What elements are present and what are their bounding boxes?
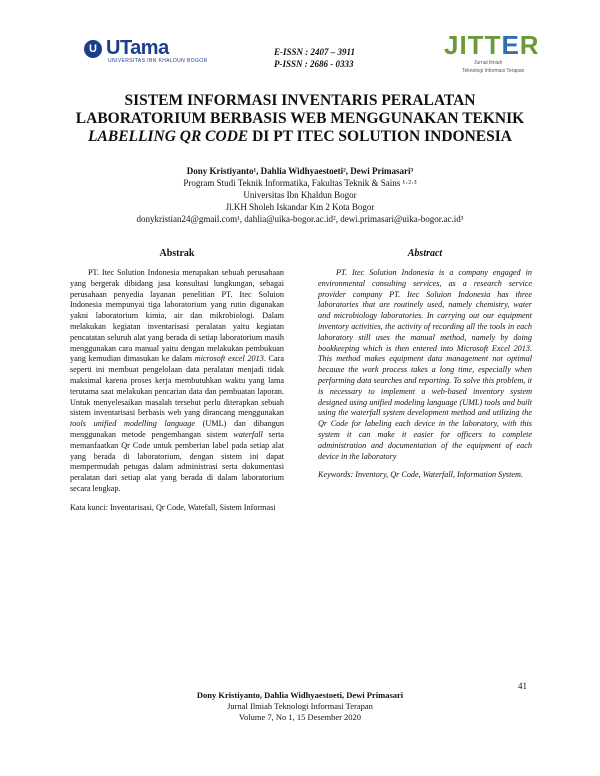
page-header bbox=[0, 0, 600, 84]
paper-title bbox=[60, 92, 540, 146]
p-issn: P-ISSN : 2686 - 0333 bbox=[274, 59, 354, 69]
abstrak-body-b: . Cara seperti ini membuat pengelolaan data peralatan menjadi tidak maksimal karena proses kerja membutuhkan waktu yang lama terutama saat melakukan pencarian data dan pembuatan laporan. Untuk menyelesaikan masalah tersebut perlu diterapkan sebuah sistem inventarisasi berbasis web yang dirancang menggunakan bbox=[70, 354, 284, 418]
page-number: 41 bbox=[518, 681, 527, 691]
utama-logo bbox=[84, 37, 208, 66]
footer-authors: Dony Kristiyanto, Dahlia Widhyaestoeti, Dewi Primasari bbox=[196, 690, 404, 700]
jitter-logo-tagline-1: Jurnal Ilmiah bbox=[474, 60, 503, 66]
jitter-logo-word-c: R bbox=[519, 30, 540, 60]
utama-logo-word: UTama bbox=[106, 37, 169, 59]
jitter-logo bbox=[444, 30, 544, 78]
abstrak-body-c: (UML) dan dibangun menggunakan metode pengembangan sistem bbox=[70, 419, 284, 439]
abstract-column bbox=[318, 248, 532, 481]
abstrak-body-a: PT. Itec Solution Indonesia merupakan sebuah perusahaan yang bergerak dibidang jasa konsultasi lungkungan, sebagai perusahaan penyedia layanan penelitian PT. Itec Soluion Indonesia mempunyai tiga laboratorium yang rutin digunakan yakni laboratorium kimia, air dan mikrobiologi. Dalam melakukan kegiatan inventarisasi peralatan yaitu kegiatan pencatatan seluruh alat yang berada di setiap laboratorium masih menggunakan cara manual yaitu dengan melakukan pembukuan yang kemudian dimasukan ke dalam bbox=[70, 268, 284, 364]
page-footer bbox=[60, 690, 540, 723]
jitter-logo-word-a: JITT bbox=[444, 30, 502, 60]
utama-logo-subtitle: UNIVERSITAS IBN KHALDUN BOGOR bbox=[108, 58, 208, 64]
author-names: Dony Kristiyanto¹, Dahlia Widhyaestoeti², Dewi Primasari³ bbox=[186, 166, 414, 176]
jitter-logo-tagline-2: Teknologi Informasi Terapan bbox=[462, 68, 525, 74]
title-line-3-rest: DI PT ITEC SOLUTION INDONESIA bbox=[248, 128, 512, 145]
abstrak-em-1: microsoft excel 2013 bbox=[194, 354, 264, 364]
e-issn: E-ISSN : 2407 – 3911 bbox=[274, 47, 356, 57]
title-line-3 bbox=[60, 128, 540, 146]
title-line-2: LABORATORIUM BERBASIS WEB MENGGUNAKAN TEKNIK bbox=[75, 110, 525, 127]
abstrak-keywords: Kata kunci: Inventarisasi, Qr Code, Watefall, Sistem Informasi bbox=[70, 502, 276, 512]
utama-logo-icon: U bbox=[84, 40, 102, 58]
title-line-3-italic: LABELLING QR CODE bbox=[88, 128, 249, 145]
jitter-logo-word-b: E bbox=[501, 30, 520, 60]
author-block bbox=[60, 165, 540, 225]
abstract-heading: Abstract bbox=[407, 248, 443, 259]
footer-volume: Volume 7, No 1, 15 Desember 2020 bbox=[238, 712, 362, 722]
abstrak-heading: Abstrak bbox=[159, 248, 195, 259]
affiliation-address: Jl.KH Sholeh Iskandar Km 2 Kota Bogor bbox=[225, 202, 375, 212]
jitter-logo-word bbox=[444, 30, 540, 61]
abstract-body: PT. Itec Solution Indonesia is a company engaged in environmental consulting services, as a research service provider company PT. Itec Soluion Indonesia has three laboratories that are routinely used, namely chemistry, water and microbiology laboratories. In carrying out our equipment inventory activities, the activity of recording all the tools in each laboratory still uses the manual method, namely by doing bookkeeping which is then entered into Microsoft Excel 2013. This method makes equipment data management not optimal because the work process takes a long time, especially when performing data searches and reporting. To solve this problem, it is necessary to implement a web-based inventory system designed using unified modeling language (UML) tools and built using the waterfall system development method and utilizing the Qr Code for labeling each device in the laboratory, with this system it can make it easier for officers to complete administration and documentation of the equipment of each device in the laboratory bbox=[318, 268, 532, 461]
abstrak-column bbox=[70, 248, 284, 514]
affiliation-university: Universitas Ibn Khaldun Bogor bbox=[243, 190, 357, 200]
title-line-1: SISTEM INFORMASI INVENTARIS PERALATAN bbox=[124, 92, 476, 109]
abstract-keywords: Keywords: Inventory, Qr Code, Waterfall, Information System. bbox=[318, 470, 523, 480]
footer-journal: Jurnal Ilmiah Teknologi Informasi Terapan bbox=[227, 701, 373, 711]
abstrak-body-d: serta memanfaatkan Qr Code untuk pemberian label pada setiap alat yang berada di laboratorium, dengan sistem ini dapat mempermudah petugas dalam administrasi serta dokumentasi peralatan dari setiap alat yang berada di dalam laboratorium secara lengkap. bbox=[70, 429, 284, 493]
abstrak-body bbox=[70, 268, 284, 495]
issn-block bbox=[274, 46, 355, 70]
abstrak-em-3: waterfall bbox=[233, 429, 263, 439]
abstrak-em-2: tools unified modelling language bbox=[70, 419, 195, 429]
affiliation-program: Program Studi Teknik Informatika, Fakultas Teknik & Sains ¹·²·³ bbox=[183, 178, 417, 188]
author-emails: donykristian24@gmail.com¹, dahlia@uika-bogor.ac.id², dewi.primasari@uika-bogor.ac.id³ bbox=[136, 214, 464, 224]
